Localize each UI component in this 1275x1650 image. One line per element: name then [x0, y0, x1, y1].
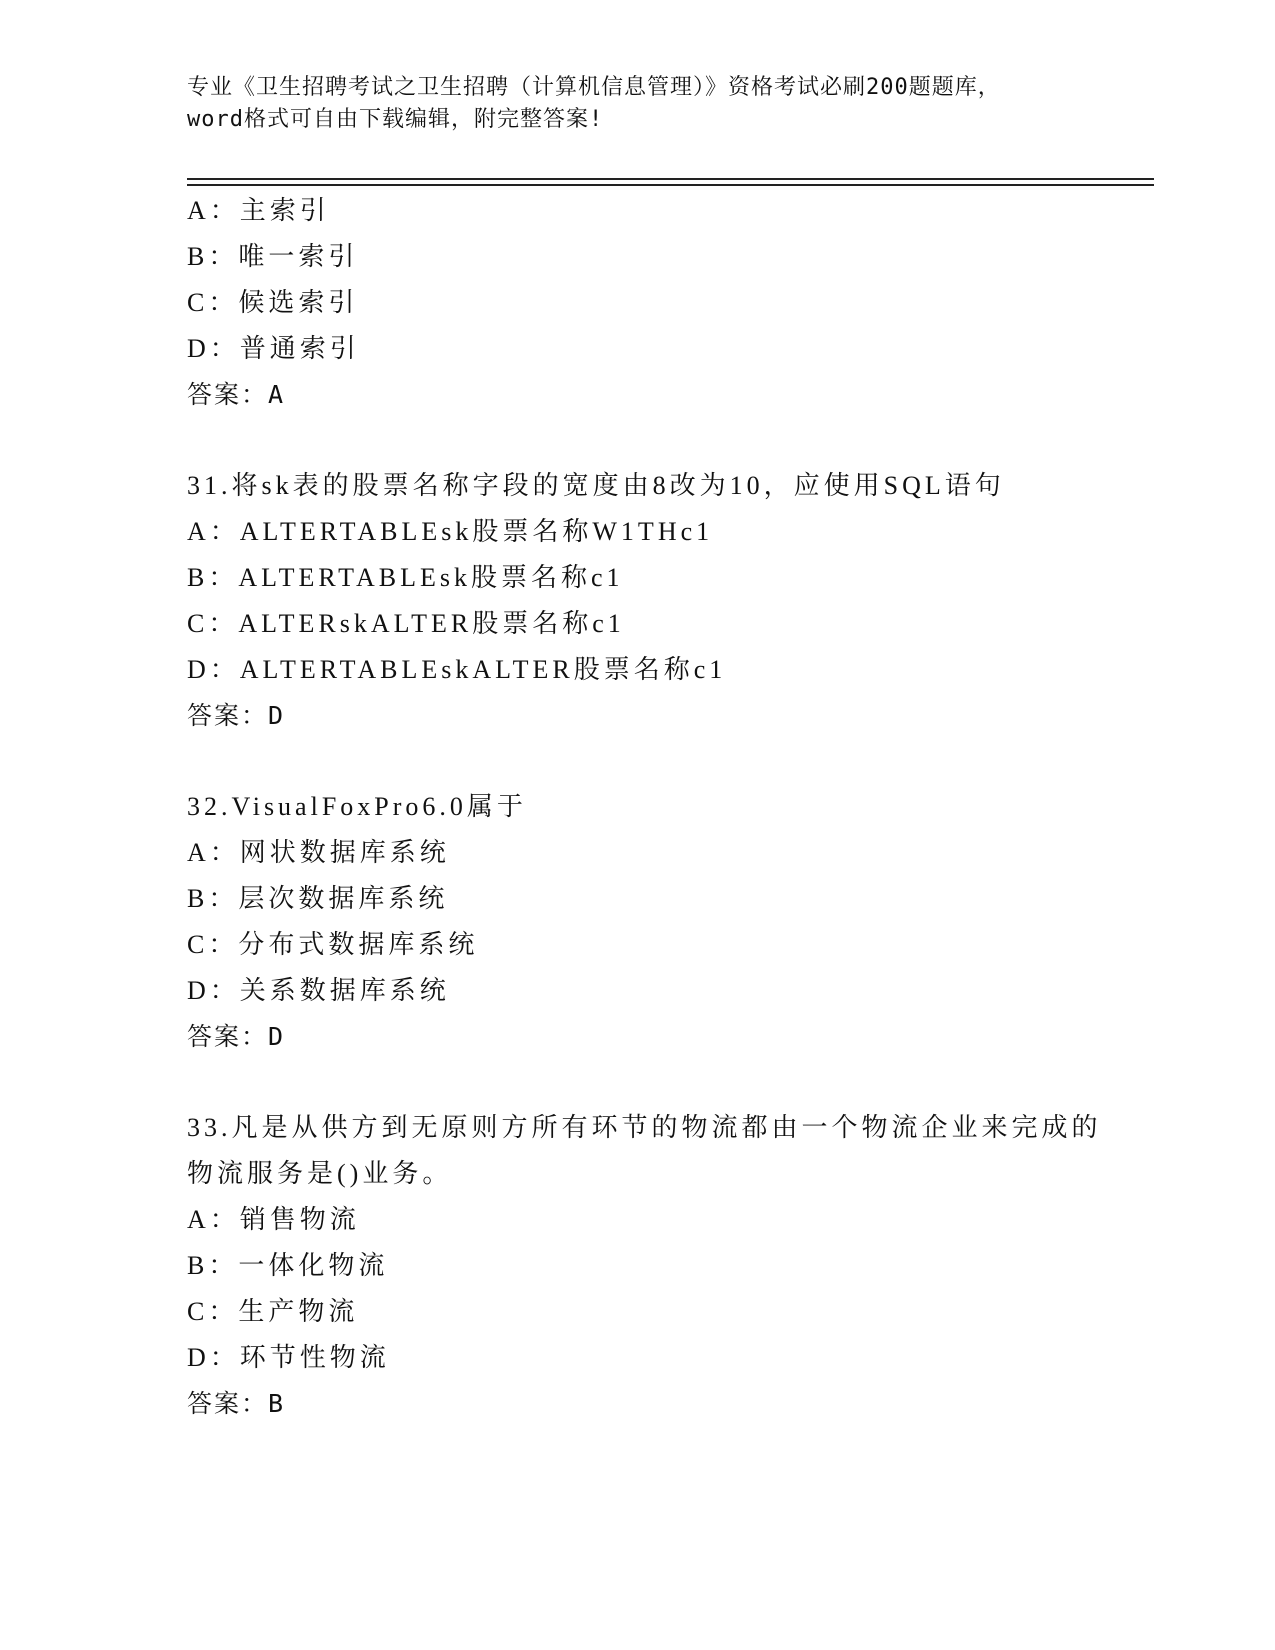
question-stem: 32.VisualFoxPro6.0属于	[187, 792, 527, 821]
spacer	[187, 1060, 1087, 1105]
answer-label: 答案：D	[187, 701, 286, 730]
question-list	[187, 188, 1102, 1427]
option-c: C：候选索引	[187, 288, 359, 317]
answer-label: 答案：A	[187, 380, 286, 409]
header-rule-top	[187, 178, 1154, 180]
header-title-line2: word格式可自由下载编辑，附完整答案!	[187, 107, 604, 132]
option-a: A：ALTERTABLEsk股票名称W1THc1	[187, 517, 714, 546]
header-title-line1: 专业《卫生招聘考试之卫生招聘（计算机信息管理）》资格考试必刷200题题库，	[187, 75, 1001, 100]
option-a: A：网状数据库系统	[187, 838, 450, 867]
question-stem: 31.将sk表的股票名称字段的宽度由8改为10，应使用SQL语句	[187, 471, 1005, 500]
option-b: B：一体化物流	[187, 1251, 389, 1280]
question-stem: 33.凡是从供方到无原则方所有环节的物流都由一个物流企业来完成的	[187, 1113, 1102, 1142]
option-a: A：主索引	[187, 196, 330, 225]
option-c: C：分布式数据库系统	[187, 930, 479, 959]
question-block	[187, 784, 1087, 1060]
option-b: B：ALTERTABLEsk股票名称c1	[187, 563, 624, 592]
option-a: A：销售物流	[187, 1205, 360, 1234]
answer-label: 答案：B	[187, 1389, 286, 1418]
question-block	[187, 463, 1087, 739]
option-d: D：关系数据库系统	[187, 976, 450, 1005]
spacer	[187, 418, 1087, 463]
question-stem-continued: 物流服务是()业务。	[187, 1159, 453, 1188]
option-d: D：普通索引	[187, 334, 360, 363]
question-block	[187, 1105, 1102, 1427]
spacer	[187, 739, 1087, 784]
header-rule-bottom	[187, 184, 1154, 186]
answer-label: 答案：D	[187, 1022, 286, 1051]
option-b: B：唯一索引	[187, 242, 359, 271]
option-d: D：环节性物流	[187, 1343, 390, 1372]
option-c: C：生产物流	[187, 1297, 359, 1326]
option-b: B：层次数据库系统	[187, 884, 449, 913]
option-d: D：ALTERTABLEskALTER股票名称c1	[187, 655, 727, 684]
document-header	[187, 72, 1087, 136]
question-block	[187, 188, 1087, 418]
option-c: C：ALTERskALTER股票名称c1	[187, 609, 625, 638]
